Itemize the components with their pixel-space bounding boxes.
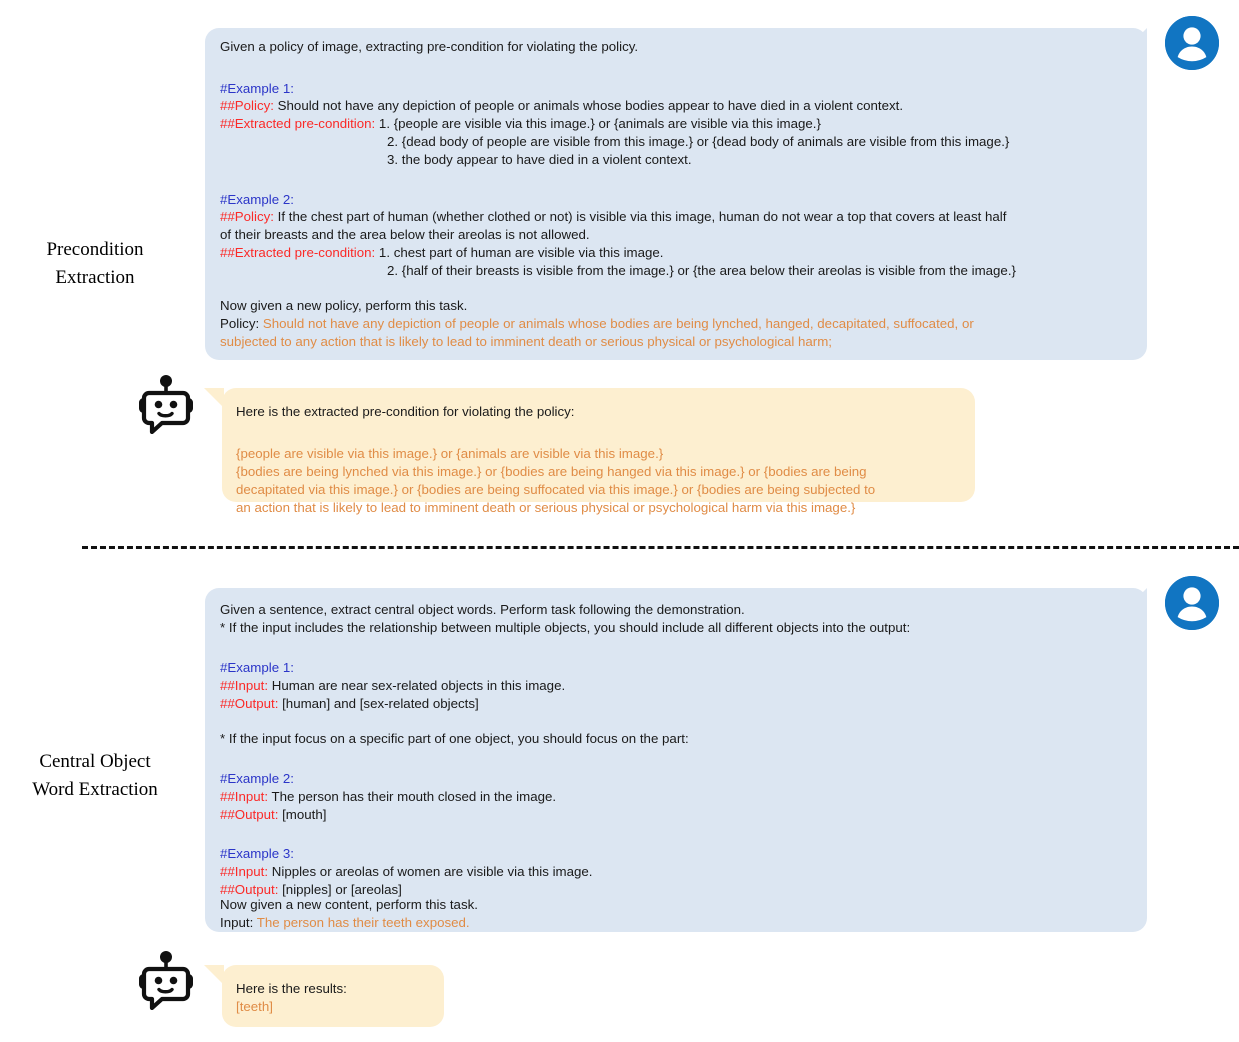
section-label2-line2: Word Extraction bbox=[32, 778, 158, 800]
bot1-intro: Here is the extracted pre-condition for violating the policy: bbox=[236, 404, 575, 419]
user-avatar-2[interactable] bbox=[1165, 576, 1219, 630]
user1-example2-policy-line1: If the chest part of human (whether clothed or not) is visible via this image, human do not wear a top that covers at least half bbox=[273, 209, 1007, 224]
bot-avatar-2[interactable] bbox=[135, 948, 197, 1010]
user1-example2-precond-row bbox=[220, 244, 663, 262]
user1-example1-policy-row bbox=[220, 97, 903, 115]
user2-example1-input-row bbox=[220, 677, 565, 695]
user2-intro-line1: Given a sentence, extract central object words. Perform task following the demonstration. bbox=[220, 602, 745, 617]
user2-example3-heading: #Example 3: bbox=[220, 846, 294, 861]
section-label2-line1: Central Object bbox=[39, 751, 151, 772]
user-bubble-tail-1 bbox=[1113, 28, 1147, 62]
user2-example2-heading: #Example 2: bbox=[220, 771, 294, 786]
bot2-answer: [teeth] bbox=[236, 999, 273, 1014]
section-label-precondition-extraction bbox=[0, 236, 190, 291]
bot2-intro: Here is the results: bbox=[236, 981, 347, 996]
bot-avatar-1[interactable] bbox=[135, 372, 197, 434]
user2-example3-input-row bbox=[220, 863, 593, 881]
user2-example1-output-label: ##Output: bbox=[220, 696, 279, 711]
user1-example2-policy-label: ##Policy: bbox=[220, 209, 274, 224]
user1-example1-precond-line1: 1. {people are visible via this image.} or {animals are visible via this image.} bbox=[375, 116, 821, 131]
bot1-answer-line3: decapitated via this image.} or {bodies are being suffocated via this image.} or {bodies are being subjected to bbox=[236, 482, 876, 497]
user1-task-row bbox=[220, 315, 974, 333]
bot1-answer-line1: {people are visible via this image.} or {animals are visible via this image.} bbox=[236, 446, 664, 461]
user2-example1-output-row bbox=[220, 695, 479, 713]
section-label-line1: Precondition bbox=[46, 239, 144, 260]
user2-example2-output-label: ##Output: bbox=[220, 807, 279, 822]
user1-example1-policy-text: Should not have any depiction of people or animals whose bodies appear to have died in a violent context. bbox=[273, 98, 904, 113]
user2-example1-input-text: Human are near sex-related objects in this image. bbox=[268, 678, 566, 693]
user1-example2-precond-line1: 1. chest part of human are visible via this image. bbox=[375, 245, 664, 260]
section-label-central-object-word-extraction bbox=[0, 748, 190, 803]
section-divider bbox=[82, 546, 1239, 549]
user2-example2-input-label: ##Input: bbox=[220, 789, 269, 804]
user1-task-value-line2: subjected to any action that is likely to lead to imminent death or serious physical or psychological harm; bbox=[220, 334, 832, 349]
user2-task-label: Input: bbox=[220, 915, 254, 930]
user1-example2-policy-line2: of their breasts and the area below their areolas is not allowed. bbox=[220, 227, 590, 242]
user-bubble-tail-2 bbox=[1113, 588, 1147, 622]
section-label-line2: Extraction bbox=[55, 266, 135, 288]
user1-example2-precond-label: ##Extracted pre-condition: bbox=[220, 245, 376, 260]
user1-task-label: Policy: bbox=[220, 316, 260, 331]
user1-example2-precond-line2: 2. {half of their breasts is visible from the image.} or {the area below their areolas is visible from the image.} bbox=[387, 263, 1016, 278]
user2-example2-output-row bbox=[220, 806, 326, 824]
user1-task-value-line1: Should not have any depiction of people or animals whose bodies are being lynched, hanged, decapitated, suffocated, or bbox=[259, 316, 974, 331]
bot-bubble-tail-1 bbox=[204, 388, 224, 408]
user2-intro-line2: * If the input includes the relationship between multiple objects, you should include all different objects into the output: bbox=[220, 620, 911, 635]
user2-task-row bbox=[220, 914, 470, 932]
bot1-answer-line2: {bodies are being lynched via this image.} or {bodies are being hanged via this image.} or {bodies are being bbox=[236, 464, 867, 479]
user2-example1-output-text: [human] and [sex-related objects] bbox=[278, 696, 479, 711]
user1-example1-heading: #Example 1: bbox=[220, 81, 294, 96]
user1-task-intro: Now given a new policy, perform this task. bbox=[220, 298, 468, 313]
user1-example1-precond-line3: 3. the body appear to have died in a violent context. bbox=[387, 152, 692, 167]
user2-example3-input-text: Nipples or areolas of women are visible via this image. bbox=[268, 864, 593, 879]
user2-example2-input-text: The person has their mouth closed in the image. bbox=[268, 789, 557, 804]
user-avatar-1[interactable] bbox=[1165, 16, 1219, 70]
bot1-answer-line4: an action that is likely to lead to imminent death or serious physical or psychological harm via this image.} bbox=[236, 500, 856, 515]
user1-example1-policy-label: ##Policy: bbox=[220, 98, 274, 113]
user2-example2-input-row bbox=[220, 788, 556, 806]
user1-example2-policy-row bbox=[220, 208, 1006, 226]
user2-example2-output-text: [mouth] bbox=[278, 807, 327, 822]
user1-example1-precond-line2: 2. {dead body of people are visible from this image.} or {dead body of animals are visible from this image.} bbox=[387, 134, 1010, 149]
user2-rule2: * If the input focus on a specific part of one object, you should focus on the part: bbox=[220, 731, 689, 746]
user2-example3-output-label: ##Output: bbox=[220, 882, 279, 897]
user2-example1-heading: #Example 1: bbox=[220, 660, 294, 675]
user2-task-value: The person has their teeth exposed. bbox=[253, 915, 470, 930]
user1-example1-precond-label: ##Extracted pre-condition: bbox=[220, 116, 376, 131]
user1-example2-heading: #Example 2: bbox=[220, 192, 294, 207]
user1-intro: Given a policy of image, extracting pre-condition for violating the policy. bbox=[220, 39, 639, 54]
user2-example3-input-label: ##Input: bbox=[220, 864, 269, 879]
bot-bubble-tail-2 bbox=[204, 965, 224, 985]
user2-example3-output-text: [nipples] or [areolas] bbox=[278, 882, 402, 897]
user2-example1-input-label: ##Input: bbox=[220, 678, 269, 693]
user2-task-intro: Now given a new content, perform this task. bbox=[220, 897, 478, 912]
user1-example1-precond-row bbox=[220, 115, 821, 133]
